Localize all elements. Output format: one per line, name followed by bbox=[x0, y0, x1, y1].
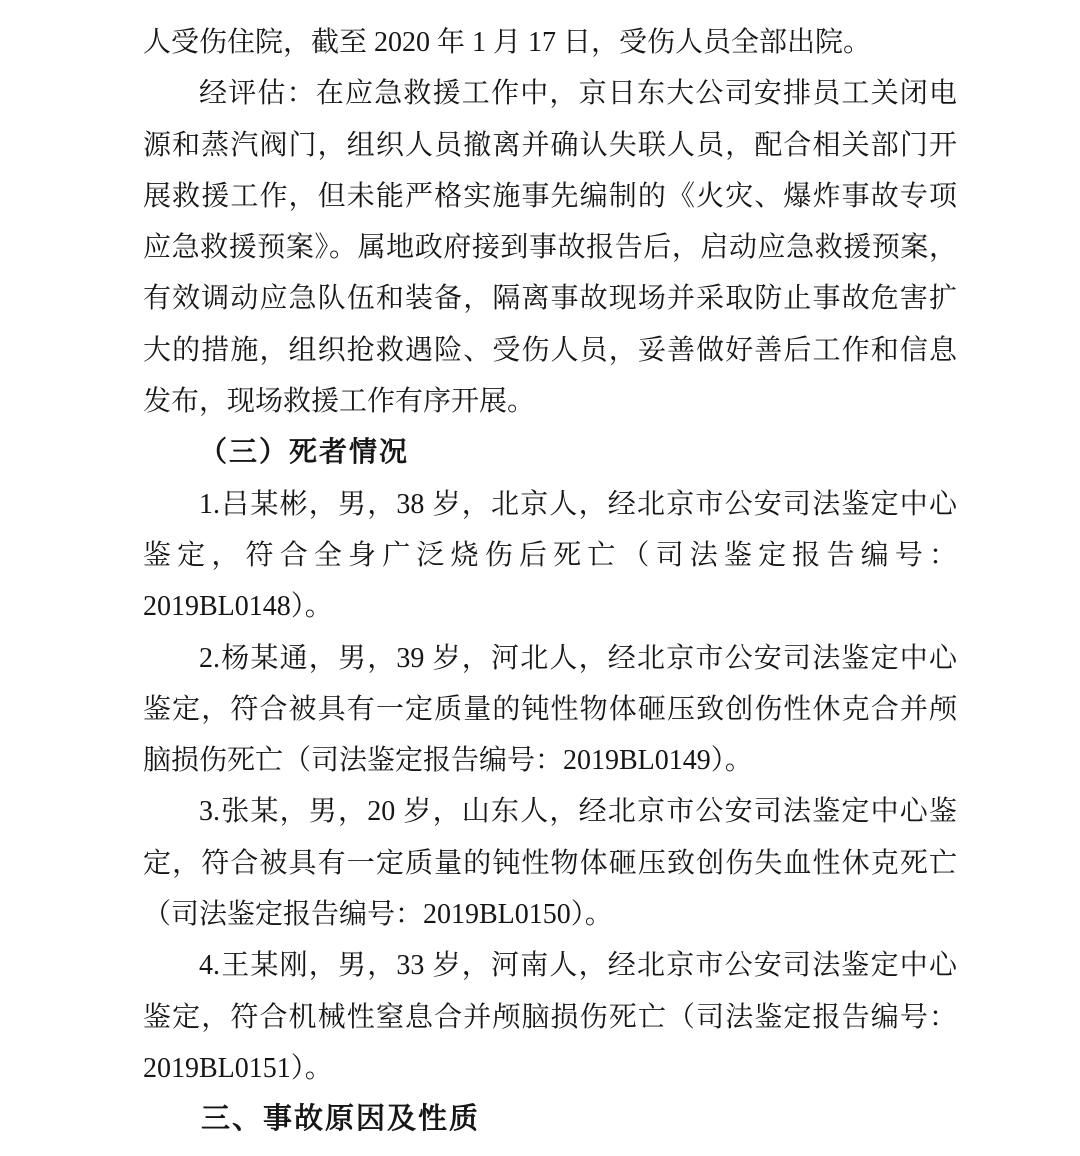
text-line: 2019BL0148）。 bbox=[143, 591, 333, 623]
section-heading: 三、事故原因及性质 bbox=[201, 1103, 481, 1136]
text-line: 源和蒸汽阀门，组织人员撤离并确认失联人员，配合相关部门开 bbox=[143, 129, 957, 161]
text-line: 人受伤住院，截至 2020 年 1 月 17 日，受伤人员全部出院。 bbox=[143, 27, 872, 58]
text-line: 大的措施，组织抢救遇险、受伤人员，妥善做好善后工作和信息 bbox=[143, 334, 957, 366]
text-line: 2.杨某通，男，39 岁，河北人，经北京市公安司法鉴定中心 bbox=[199, 642, 957, 674]
text-line: 经评估：在应急救援工作中，京日东大公司安排员工关闭电 bbox=[199, 78, 957, 110]
text-line: 3.张某，男，20 岁，山东人，经北京市公安司法鉴定中心鉴 bbox=[199, 796, 957, 828]
text-line: 脑损伤死亡（司法鉴定报告编号：2019BL0149）。 bbox=[143, 745, 753, 777]
text-line: 定，符合被具有一定质量的钝性物体砸压致创伤失血性休克死亡 bbox=[143, 847, 957, 879]
text-line: 鉴定，符合全身广泛烧伤后死亡（司法鉴定报告编号： bbox=[143, 539, 957, 571]
text-line: 4.王某刚，男，33 岁，河南人，经北京市公安司法鉴定中心 bbox=[199, 950, 957, 982]
text-line: （司法鉴定报告编号：2019BL0150）。 bbox=[143, 899, 613, 931]
text-line: 有效调动应急队伍和装备，隔离事故现场并采取防止事故危害扩 bbox=[143, 283, 957, 315]
text-line: 2019BL0151）。 bbox=[143, 1052, 333, 1084]
text-line: 鉴定，符合被具有一定质量的钝性物体砸压致创伤性休克合并颅 bbox=[143, 693, 957, 725]
subsection-heading: （三）死者情况 bbox=[199, 437, 410, 469]
text-line: 1.吕某彬，男，38 岁，北京人，经北京市公安司法鉴定中心 bbox=[199, 488, 957, 520]
text-line: 应急救援预案》。属地政府接到事故报告后，启动应急救援预案， bbox=[143, 232, 957, 264]
text-line: 发布，现场救援工作有序开展。 bbox=[143, 386, 536, 418]
text-line: 鉴定，符合机械性窒息合并颅脑损伤死亡（司法鉴定报告编号： bbox=[143, 1001, 957, 1033]
text-line: 展救援工作，但未能严格实施事先编制的《火灾、爆炸事故专项 bbox=[143, 180, 957, 212]
